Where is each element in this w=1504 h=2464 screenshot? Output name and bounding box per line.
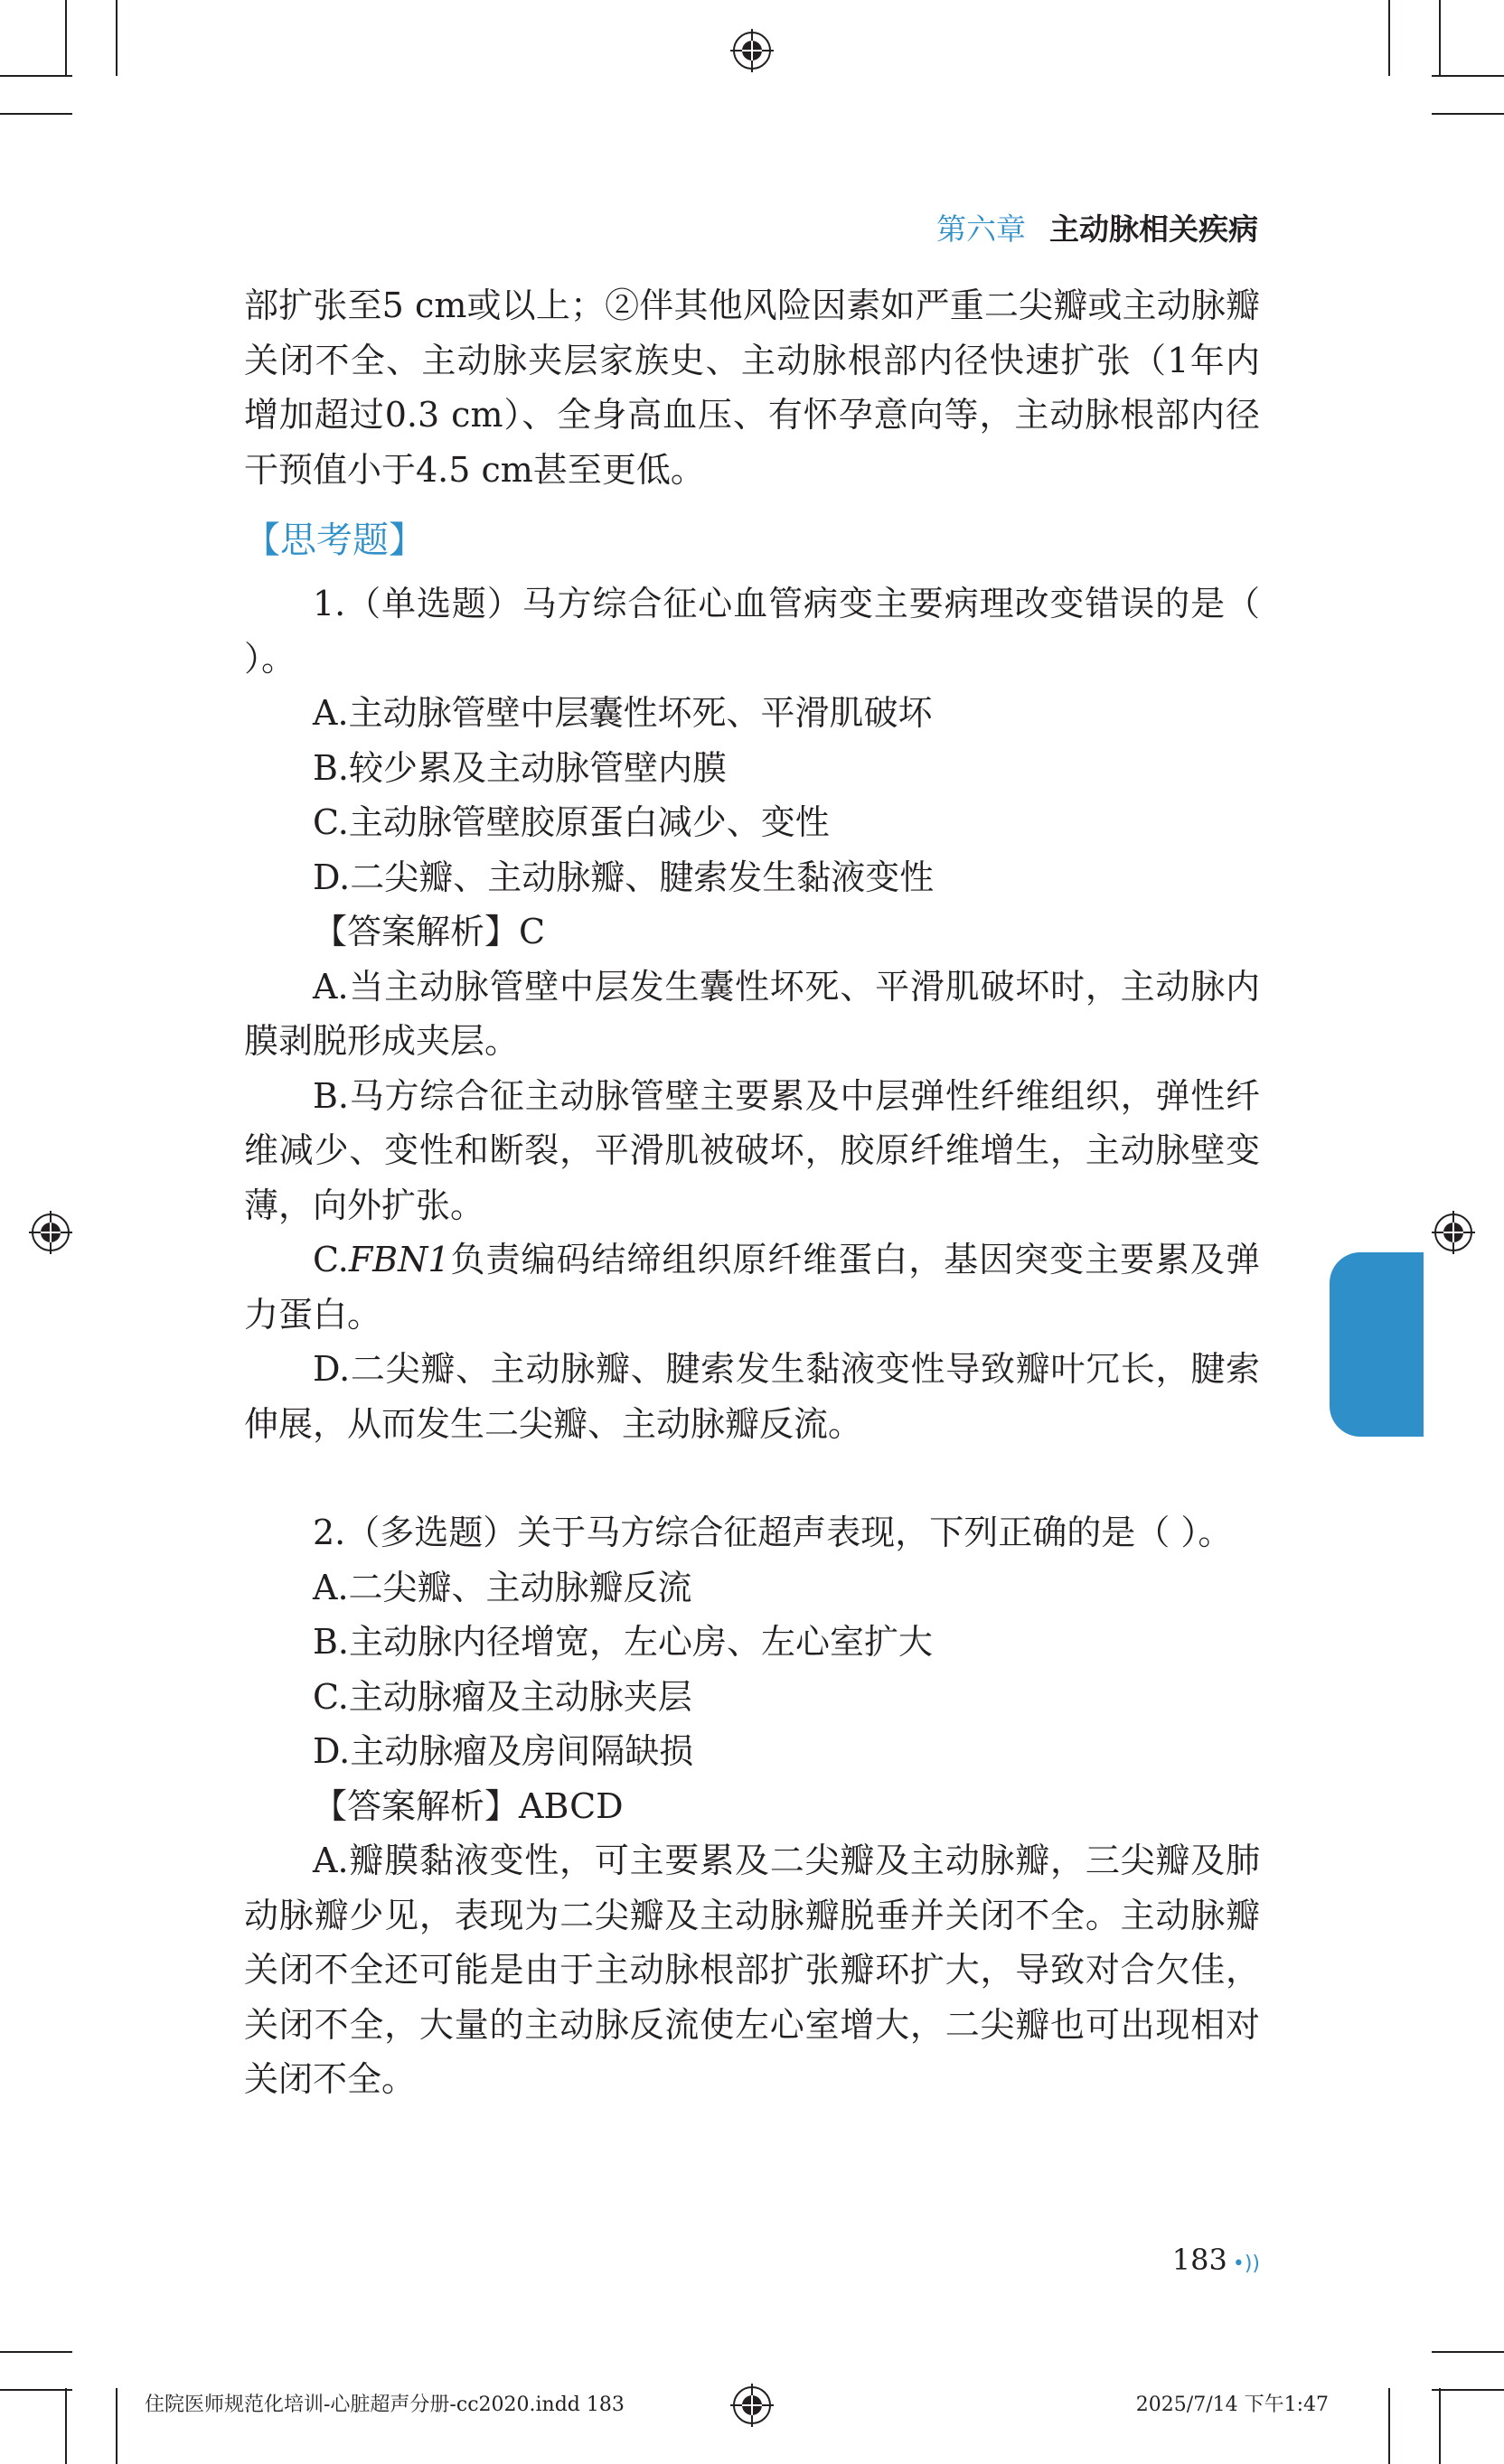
crop-mark	[1439, 0, 1441, 76]
registration-mark-icon	[730, 29, 774, 72]
sound-wave-icon: •))	[1232, 2253, 1260, 2275]
body-text	[244, 278, 1260, 2107]
q1-option-a: A.主动脉管壁中层囊性坏死、平滑肌破坏	[313, 693, 933, 733]
registration-mark-icon	[730, 2384, 774, 2427]
q1-explanation-d: D.二尖瓣、主动脉瓣、腱索发生黏液变性导致瓣叶冗长，腱索伸展，从而发生二尖瓣、主动脉瓣反流。	[244, 1349, 1260, 1444]
crop-mark	[65, 0, 67, 76]
q1-option-c: C.主动脉管壁胶原蛋白减少、变性	[313, 802, 830, 842]
crop-mark	[1439, 2388, 1441, 2464]
slug-date-info: 2025/7/14 下午1:47	[1135, 2394, 1329, 2416]
crop-mark	[65, 2388, 67, 2464]
q1-explanation-c	[244, 1232, 1260, 1342]
crop-mark	[1388, 0, 1390, 76]
crop-mark	[0, 2389, 72, 2391]
question-2: 2.（多选题）关于马方综合征超声表现，下列正确的是（ ）。	[313, 1513, 1233, 1552]
chapter-label: 第六章	[936, 211, 1026, 247]
crop-mark	[116, 2388, 118, 2464]
q2-option-b: B.主动脉内径增宽，左心房、左心室扩大	[313, 1622, 934, 1662]
question-1: 1.（单选题）马方综合征心血管病变主要病理改变错误的是（ ）。	[244, 584, 1260, 679]
q2-explanation-a: A.瓣膜黏液变性，可主要累及二尖瓣及主动脉瓣，三尖瓣及肺动脉瓣少见，表现为二尖瓣及主动脉瓣脱垂并关闭不全。主动脉瓣关闭不全还可能是由于主动脉根部扩张瓣环扩大，导致对合欠佳，关闭不全，大量的主动脉反流使左心室增大，二尖瓣也可出现相对关闭不全。	[244, 1841, 1260, 2099]
running-header	[936, 206, 1258, 248]
crop-mark	[0, 113, 72, 115]
crop-mark	[0, 2351, 72, 2353]
q1-option-d: D.二尖瓣、主动脉瓣、腱索发生黏液变性	[313, 857, 935, 897]
q2-option-a: A.二尖瓣、主动脉瓣反流	[313, 1567, 692, 1607]
section-title: 【思考题】	[244, 520, 425, 561]
q1-explanation-c-prefix: C.	[313, 1240, 349, 1279]
chapter-title: 主动脉相关疾病	[1049, 211, 1258, 247]
q1-explanation-a: A.当主动脉管壁中层发生囊性坏死、平滑肌破坏时，主动脉内膜剥脱形成夹层。	[244, 966, 1260, 1061]
crop-mark	[0, 75, 72, 77]
q1-explanation-c-text: 负责编码结缔组织原纤维蛋白，基因突变主要累及弹力蛋白。	[244, 1240, 1260, 1335]
q2-option-d: D.主动脉瘤及房间隔缺损	[313, 1731, 694, 1771]
gene-name: FBN1	[348, 1240, 450, 1279]
q2-answer: 【答案解析】ABCD	[313, 1785, 624, 1826]
chapter-side-tab	[1330, 1252, 1424, 1437]
page-number	[1172, 2243, 1260, 2277]
q1-answer: 【答案解析】C	[313, 912, 546, 951]
q2-option-c: C.主动脉瘤及主动脉夹层	[313, 1676, 692, 1717]
crop-mark	[1432, 2351, 1504, 2353]
crop-mark	[1388, 2388, 1390, 2464]
spacer	[244, 1451, 1260, 1505]
intro-paragraph: 部扩张至5 cm或以上；②伴其他风险因素如严重二尖瓣或主动脉瓣关闭不全、主动脉夹层家族史、主动脉根部内径快速扩张（1年内增加超过0.3 cm）、全身高血压、有怀孕意向等，主动脉根部内径干预值小于4.5 cm甚至更低。	[244, 286, 1260, 490]
slug-file-info: 住院医师规范化培训-心脏超声分册-cc2020.indd 183	[145, 2394, 625, 2416]
crop-mark	[1432, 2389, 1504, 2391]
registration-mark-icon	[1432, 1211, 1475, 1254]
crop-mark	[116, 0, 118, 76]
crop-mark	[1432, 113, 1504, 115]
q1-explanation-b: B.马方综合征主动脉管壁主要累及中层弹性纤维组织，弹性纤维减少、变性和断裂，平滑肌被破坏，胶原纤维增生，主动脉壁变薄，向外扩张。	[244, 1075, 1260, 1225]
crop-mark	[1432, 75, 1504, 77]
q1-option-b: B.较少累及主动脉管壁内膜	[313, 747, 728, 788]
registration-mark-icon	[29, 1211, 72, 1254]
page-number-text: 183	[1171, 2243, 1227, 2277]
